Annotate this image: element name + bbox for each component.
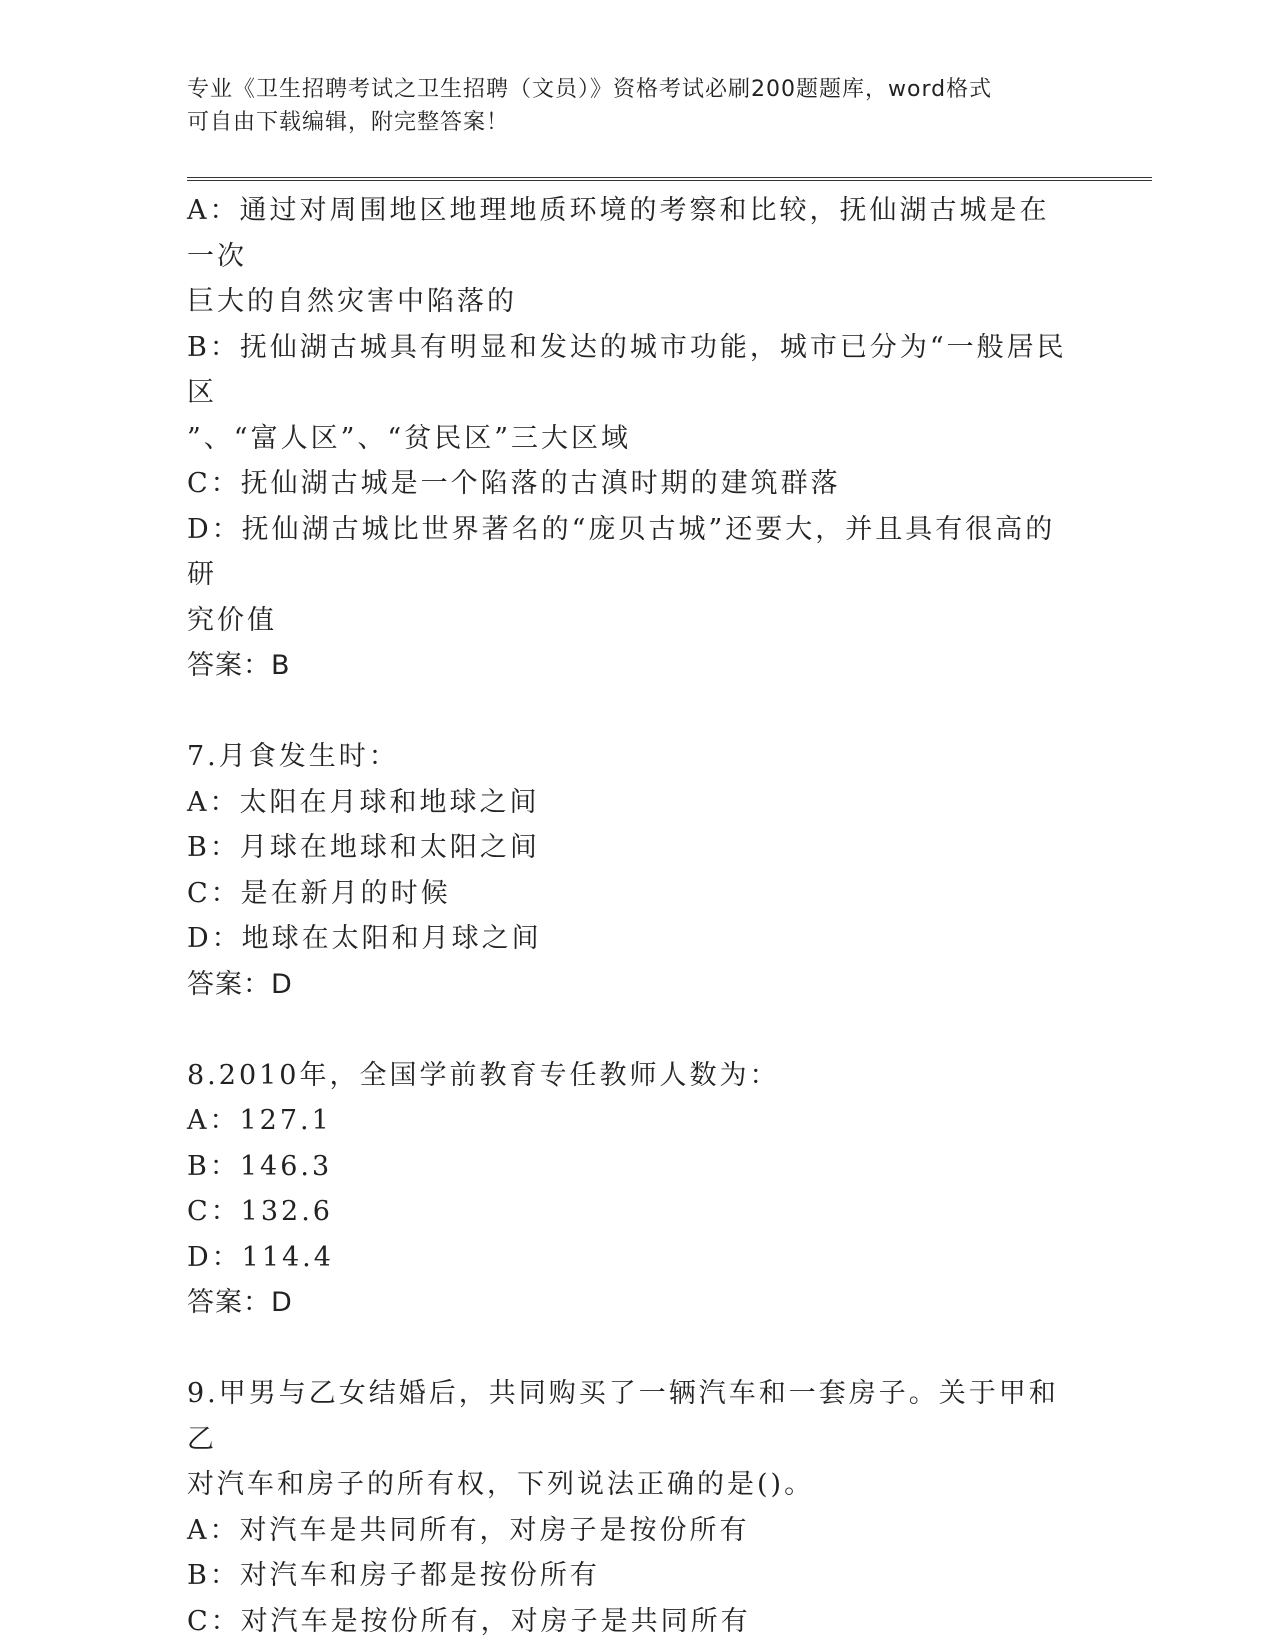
- question-6-answer: 答案：B: [187, 650, 291, 681]
- spacer: [187, 689, 1067, 735]
- question-9-stem-line-2: 对汽车和房子的所有权，下列说法正确的是()。: [187, 1469, 815, 1500]
- header-title-line-1: 专业《卫生招聘考试之卫生招聘（文员）》资格考试必刷200题题库，word格式: [187, 77, 993, 102]
- question-8-stem: 8.2010年，全国学前教育专任教师人数为：: [187, 1059, 780, 1091]
- header-divider: [187, 177, 1152, 181]
- document-header: [187, 73, 1067, 139]
- question-9: [187, 1371, 1067, 1644]
- question-8-answer: 答案：D: [187, 1287, 293, 1318]
- question-7: [187, 734, 1067, 1007]
- question-6: [187, 188, 1067, 689]
- question-6-option-d-line-2: 究价值: [187, 604, 277, 636]
- question-9-option-c: C：对汽车是按份所有，对房子是共同所有: [187, 1605, 751, 1637]
- question-6-option-c: C：抚仙湖古城是一个陷落的古滇时期的建筑群落: [187, 468, 841, 499]
- question-7-option-c: C：是在新月的时候: [187, 877, 451, 909]
- question-7-answer: 答案：D: [187, 968, 293, 1000]
- question-6-option-a-line-1: A：通过对周围地区地理地质环境的考察和比较，抚仙湖古城是在一次: [187, 195, 1050, 272]
- question-8-option-c: C：132.6: [187, 1196, 333, 1227]
- question-list: [187, 188, 1067, 1644]
- question-8: [187, 1053, 1067, 1326]
- question-6-option-d-line-1: D：抚仙湖古城比世界著名的“庞贝古城”还要大，并且具有很高的研: [187, 513, 1056, 590]
- spacer: [187, 1007, 1067, 1053]
- question-8-option-a: A：127.1: [187, 1105, 332, 1136]
- question-7-option-d: D：地球在太阳和月球之间: [187, 923, 542, 954]
- question-6-option-a-line-2: 巨大的自然灾害中陷落的: [187, 286, 517, 317]
- question-6-option-b-line-1: B：抚仙湖古城具有明显和发达的城市功能，城市已分为“一般居民区: [187, 331, 1067, 408]
- question-7-stem: 7.月食发生时：: [187, 741, 399, 772]
- question-8-option-d: D：114.4: [187, 1241, 334, 1273]
- question-9-option-b: B：对汽车和房子都是按份所有: [187, 1560, 600, 1591]
- question-9-stem-line-1: 9.甲男与乙女结婚后，共同购买了一辆汽车和一套房子。关于甲和乙: [187, 1378, 1059, 1455]
- question-6-option-b-line-2: ”、“富人区”、“贫民区”三大区域: [187, 422, 632, 454]
- question-8-option-b: B：146.3: [187, 1150, 333, 1182]
- question-7-option-b: B：月球在地球和太阳之间: [187, 832, 540, 863]
- spacer: [187, 1326, 1067, 1372]
- question-7-option-a: A：太阳在月球和地球之间: [187, 786, 540, 818]
- header-title-line-2: 可自由下载编辑，附完整答案！: [187, 110, 510, 135]
- question-9-option-a: A：对汽车是共同所有，对房子是按份所有: [187, 1514, 750, 1546]
